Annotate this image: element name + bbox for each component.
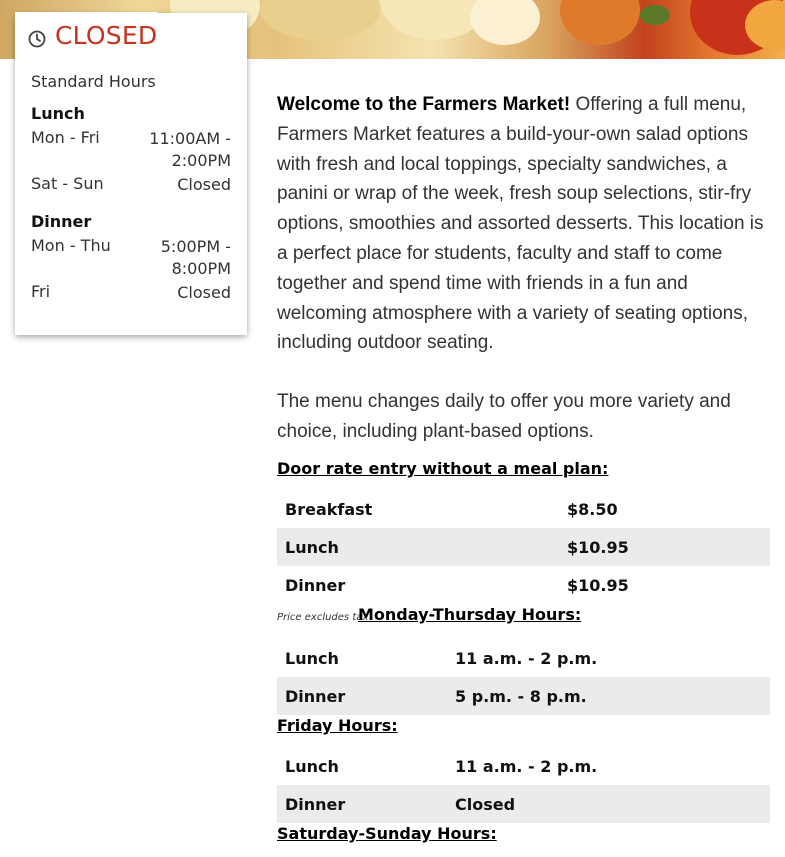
intro-bold: Welcome to the Farmers Market! <box>277 94 571 115</box>
table-row <box>277 677 770 715</box>
meal-cell: Dinner <box>285 575 346 595</box>
meal-cell: Lunch <box>285 648 339 668</box>
menu-paragraph: The menu changes daily to offer you more variety and choice, including plant-based options. <box>277 391 731 442</box>
meal-cell: Breakfast <box>285 499 373 519</box>
status-label: CLOSED <box>55 21 158 50</box>
time-cell: 5 p.m. - 8 p.m. <box>447 677 770 715</box>
time-cell: Closed <box>447 785 770 823</box>
table-row <box>277 747 770 785</box>
meal-cell: Lunch <box>285 756 339 776</box>
clock-icon <box>28 30 46 48</box>
table-row <box>277 528 770 566</box>
mon-thu-table <box>277 639 770 715</box>
time-cell: 11 a.m. - 2 p.m. <box>455 756 598 776</box>
status-badge <box>15 12 157 60</box>
intro-text: Offering a full menu, Farmers Market features a build-your-own salad options with fresh and local toppings, specialty sandwiches, a panini or wrap of the week, fresh soup selections, stir-fry options, smoothies and assorted desserts. This location is a perfect place for students, faculty and staff to come together and spend time with friends in a fun and welcoming atmosphere with a variety of seating options, including outdoor seating. <box>277 94 764 354</box>
table-row <box>277 785 770 823</box>
lunch-days-1: Mon - Fri <box>31 128 100 147</box>
dinner-days-2: Fri <box>31 282 51 301</box>
lunch-time-1: 11:00AM - 2:00PM <box>149 129 231 170</box>
lunch-days-2: Sat - Sun <box>31 174 104 193</box>
dinner-time-2: Closed <box>177 283 231 302</box>
door-rate-title: Door rate entry without a meal plan: <box>277 459 609 478</box>
time-cell: 11 a.m. - 2 p.m. <box>455 648 598 668</box>
lunch-heading: Lunch <box>31 104 85 123</box>
meal-cell: Dinner <box>277 785 447 823</box>
table-row <box>277 566 770 604</box>
lunch-time-2: Closed <box>177 175 231 194</box>
tax-note: Price excludes tax <box>277 612 369 623</box>
price-cell: $10.95 <box>559 528 770 566</box>
standard-hours-title: Standard Hours <box>31 72 156 91</box>
mon-thu-title: Monday-Thursday Hours: <box>358 605 582 624</box>
friday-title: Friday Hours: <box>277 716 398 735</box>
table-row <box>277 639 770 677</box>
description <box>277 90 772 447</box>
price-cell: $10.95 <box>567 575 629 595</box>
intro-paragraph <box>277 90 772 358</box>
meal-cell: Dinner <box>277 677 447 715</box>
table-row <box>277 490 770 528</box>
dinner-time-1: 5:00PM - 8:00PM <box>160 237 231 278</box>
dinner-heading: Dinner <box>31 212 92 231</box>
friday-table <box>277 747 770 823</box>
door-rate-table <box>277 490 770 604</box>
price-cell: $8.50 <box>567 499 618 519</box>
dinner-days-1: Mon - Thu <box>31 236 111 255</box>
meal-cell: Lunch <box>277 528 559 566</box>
sat-sun-title: Saturday-Sunday Hours: <box>277 824 497 843</box>
